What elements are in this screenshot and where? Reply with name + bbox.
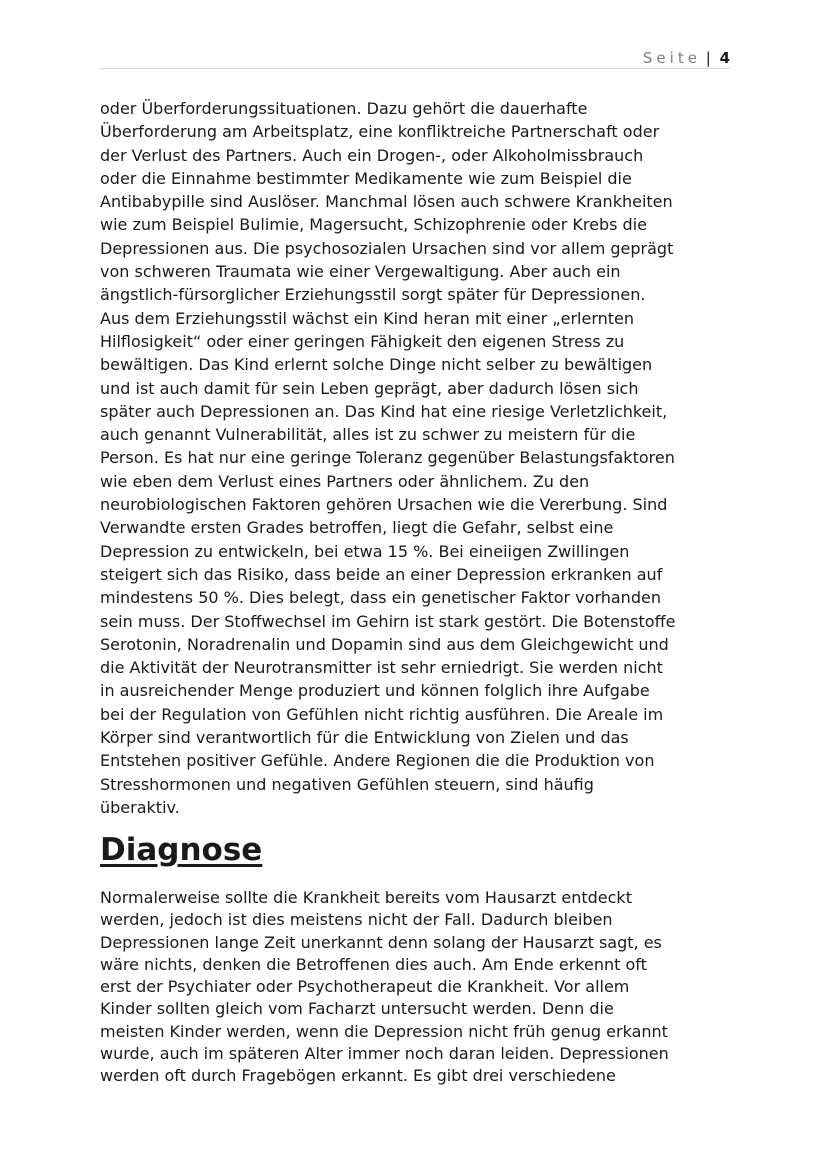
- section-heading-diagnose: Diagnose: [100, 832, 263, 868]
- page-number: 4: [719, 49, 730, 67]
- body-paragraph-diagnosis: Normalerweise sollte die Krankheit bereits vom Hausarzt entdeckt werden, jedoch ist dies meistens nicht der Fall. Dadurch bleiben Depressionen lange Zeit unerkannt denn solang der Hausarzt sagt, es wäre nichts, denken die Betroffenen dies auch. Am Ende erkennt oft erst der Psychiater oder Psychotherapeut die Krankheit. Vor allem Kinder sollten gleich vom Facharzt untersucht werden. Denn die meisten Kinder werden, wenn die Depression nicht früh genug erkannt wurde, auch im späteren Alter immer noch daran leiden. Depressionen werden oft durch Fragebögen erkannt. Es gibt drei verschiedene: [100, 888, 669, 1086]
- body-paragraph-causes: oder Überforderungssituationen. Dazu gehört die dauerhafte Überforderung am Arbeitsplatz, eine konfliktreiche Partnerschaft oder der Verlust des Partners. Auch ein Drogen-, oder Alkoholmissbrauch oder die Einnahme bestimmter Medikamente wie zum Beispiel die Antibabypille sind Auslöser. Manchmal lösen auch schwere Krankheiten wie zum Beispiel Bulimie, Magersucht, Schizophrenie oder Krebs die Depressionen aus. Die psychosozialen Ursachen sind vor allem geprägt von schweren Traumata wie einer Vergewaltigung. Aber auch ein ängstlich-fürsorglicher Erziehungsstil sorgt später für Depressionen. Aus dem Erziehungsstil wächst ein Kind heran mit einer „erlernten Hilflosigkeit“ oder einer geringen Fähigkeit den eigenen Stress zu bewältigen. Das Kind erlernt solche Dinge nicht selber zu bewältigen und ist auch damit für sein Leben geprägt, aber dadurch lösen sich später auch Depressionen an. Das Kind hat eine riesige Verletzlichkeit, auch genannt Vulnerabilität, alles ist zu schwer zu meistern für die Person. Es hat nur eine geringe Toleranz gegenüber Belastungsfaktoren wie eben dem Verlust eines Partners oder ähnlichem. Zu den neurobiologischen Faktoren gehören Ursachen wie die Vererbung. Sind Verwandte ersten Grades betroffen, liegt die Gefahr, selbst eine Depression zu entwickeln, bei etwa 15 %. Bei eineiigen Zwillingen steigert sich das Risiko, dass beide an einer Depression erkranken auf mindestens 50 %. Dies belegt, dass ein genetischer Faktor vorhanden sein muss. Der Stoffwechsel im Gehirn ist stark gestört. Die Botenstoffe Serotonin, Noradrenalin und Dopamin sind aus dem Gleichgewicht und die Aktivität der Neurotransmitter ist sehr erniedrigt. Sie werden nicht in ausreichender Menge produziert und können folglich ihre Aufgabe bei der Regulation von Gefühlen nicht richtig ausführen. Die Areale im Körper sind verantwortlich für die Entwicklung von Zielen und das Entstehen positiver Gefühle. Andere Regionen die die Produktion von Stresshormonen und negativen Gefühlen steuern, sind häufig überaktiv.: [100, 99, 676, 817]
- page-header: [100, 48, 730, 69]
- header-separator: |: [705, 49, 711, 67]
- page-label: Seite: [642, 49, 701, 67]
